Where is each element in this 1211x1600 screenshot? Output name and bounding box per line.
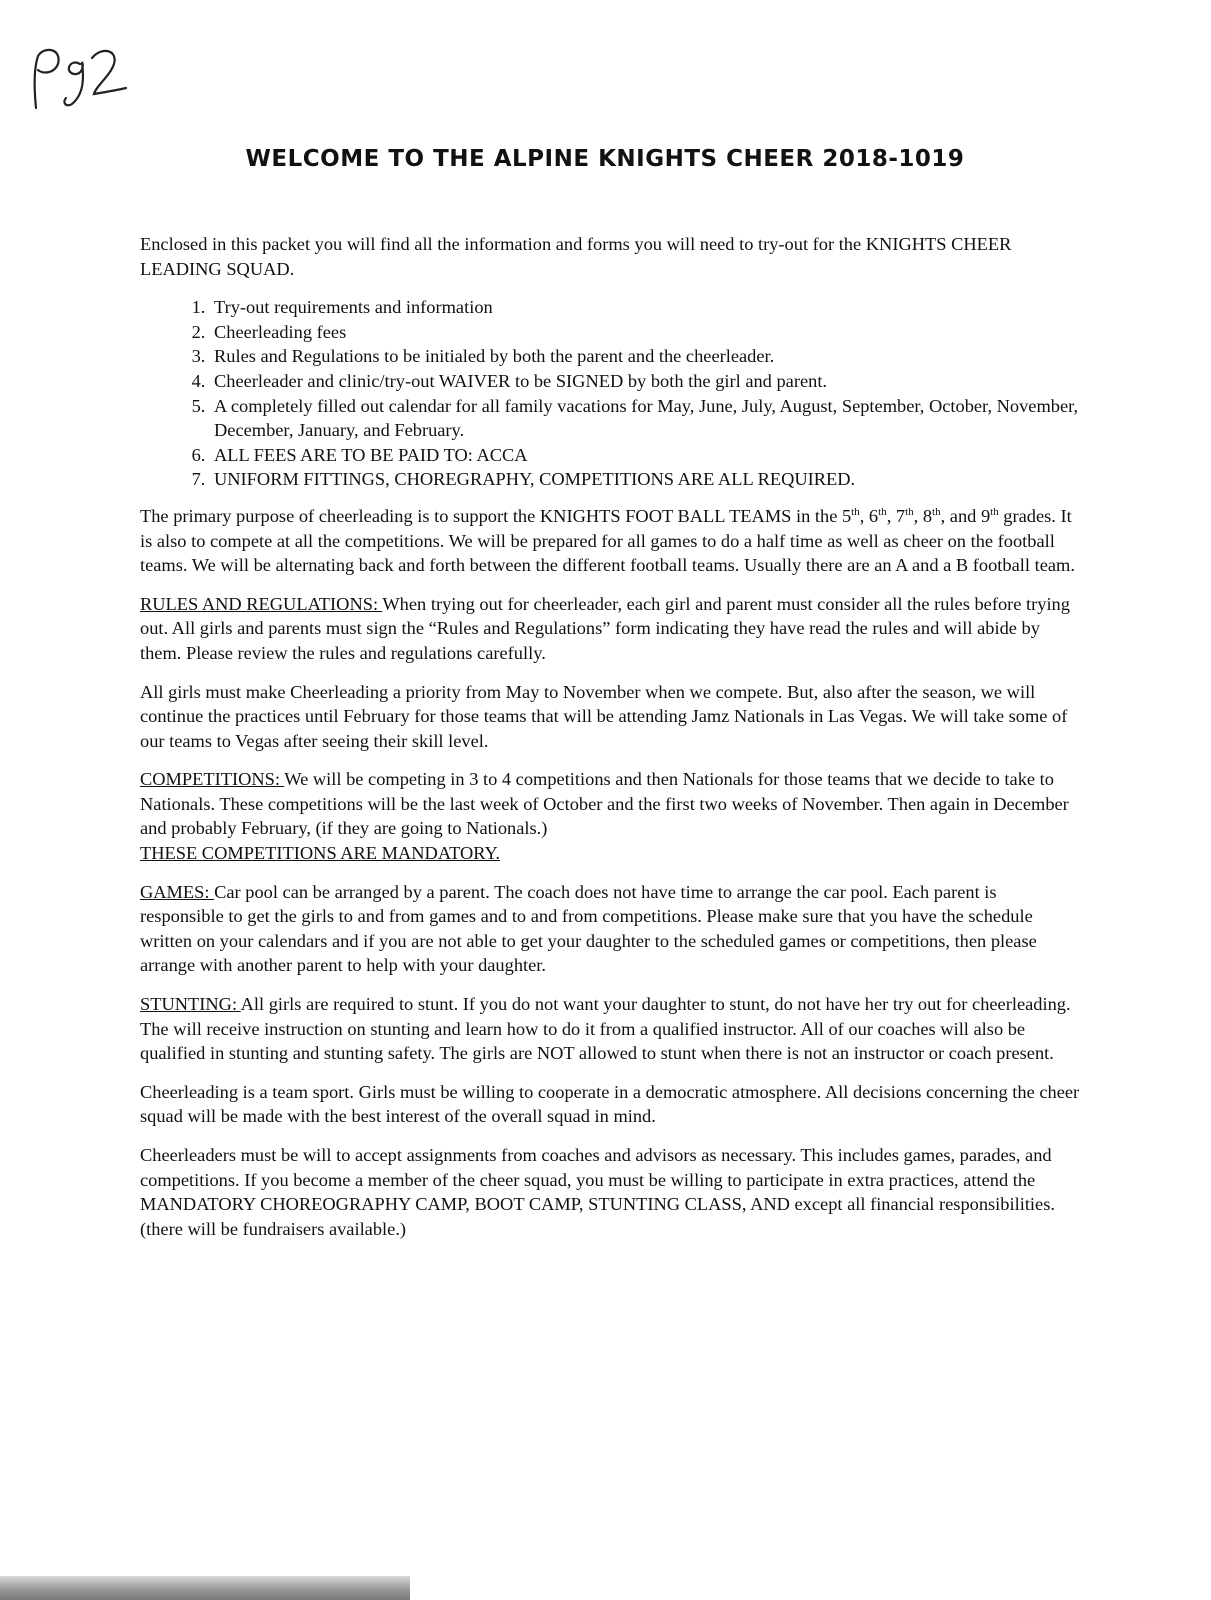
competitions-mandatory: THESE COMPETITIONS ARE MANDATORY. (140, 843, 501, 864)
list-item: 7. UNIFORM FITTINGS, CHOREGRAPHY, COMPETITIONS ARE ALL REQUIRED. (210, 467, 1080, 492)
stunting-text: All girls are required to stunt. If you do not want your daughter to stunt, do not have her try out for cheerleading. The will receive instruction on stunting and learn how to do it from a qualified instructor. All of our coaches will also be qualified in stunting and stunting safety. The girls are NOT allowed to stunt when there is not an instructor or coach present. (140, 994, 1071, 1064)
games-heading: GAMES: (140, 881, 215, 902)
intro-paragraph: Enclosed in this packet you will find all the information and forms you will need to try-out for the KNIGHTS CHEER LEADING SQUAD. (140, 234, 1012, 279)
page-title: WELCOME TO THE ALPINE KNIGHTS CHEER 2018-1019 (245, 146, 965, 172)
list-item: 2. Cheerleading fees (210, 320, 1080, 345)
list-item: 3. Rules and Regulations to be initialed by both the parent and the cheerleader. (210, 344, 1080, 369)
list-item: 4. Cheerleader and clinic/try-out WAIVER to be SIGNED by both the girl and parent. (210, 369, 1080, 394)
purpose-paragraph: The primary purpose of cheerleading is to support the KNIGHTS FOOT BALL TEAMS in the 5th, 6th, 7th, 8th, and 9th grades. It is also to compete at all the competitions. We will be prepared for all games to do a half time as well as cheer on the football teams. We will be alternating back and forth between the different football teams. Usually there are an A and a B football team. (140, 505, 1075, 576)
requirements-list (140, 295, 1080, 492)
stunting-paragraph (140, 992, 1080, 1066)
rules-text: When trying out for cheerleader, each girl and parent must consider all the rules before trying out. All girls and parents must sign the “Rules and Regulations” form indicating they have read the rules and will abide by them. Please review the rules and regulations carefully. (140, 593, 1070, 663)
competitions-text: We will be competing in 3 to 4 competitions and then Nationals for those teams that we decide to take to Nationals. These competitions will be the last week of October and the first two weeks of November. Then again in December and probably February, (if they are going to Nationals.) (140, 769, 1069, 839)
competitions-heading: COMPETITIONS: (140, 769, 285, 790)
stunting-heading: STUNTING: (140, 994, 241, 1015)
competitions-paragraph (140, 767, 1080, 865)
document-body (140, 232, 1080, 1255)
rules-heading: RULES AND REGULATIONS: (140, 593, 383, 614)
games-paragraph (140, 880, 1080, 978)
scan-artifact (0, 1576, 410, 1600)
handwritten-page-note (22, 38, 132, 118)
list-item: 1. Try-out requirements and information (210, 295, 1080, 320)
team-sport-paragraph: Cheerleading is a team sport. Girls must be willing to cooperate in a democratic atmosphere. All decisions concerning the cheer squad will be made with the best interest of the overall squad in mind. (140, 1081, 1080, 1127)
list-item: 6. ALL FEES ARE TO BE PAID TO: ACCA (210, 443, 1080, 468)
assignments-paragraph: Cheerleaders must be will to accept assignments from coaches and advisors as necessary. This includes games, parades, and competitions. If you become a member of the cheer squad, you must be willing to participate in extra practices, attend the MANDATORY CHOREOGRAPHY CAMP, BOOT CAMP, STUNTING CLASS, AND except all financial responsibilities. (there will be fundraisers available.) (140, 1145, 1055, 1239)
priority-paragraph: All girls must make Cheerleading a priority from May to November when we compete. But, also after the season, we will continue the practices until February for those teams that will be attending Jamz Nationals in Las Vegas. We will take some of our teams to Vegas after seeing their skill level. (140, 681, 1068, 751)
list-item: 5. A completely filled out calendar for all family vacations for May, June, July, August, September, October, November, December, January, and February. (210, 394, 1080, 443)
rules-paragraph (140, 592, 1080, 666)
games-text: Car pool can be arranged by a parent. The coach does not have time to arrange the car pool. Each parent is responsible to get the girls to and from games and to and from competitions. Please make sure that you have the schedule written on your calendars and if you are not able to get your daughter to the scheduled games or competitions, then please arrange with another parent to help with your daughter. (140, 881, 1037, 976)
